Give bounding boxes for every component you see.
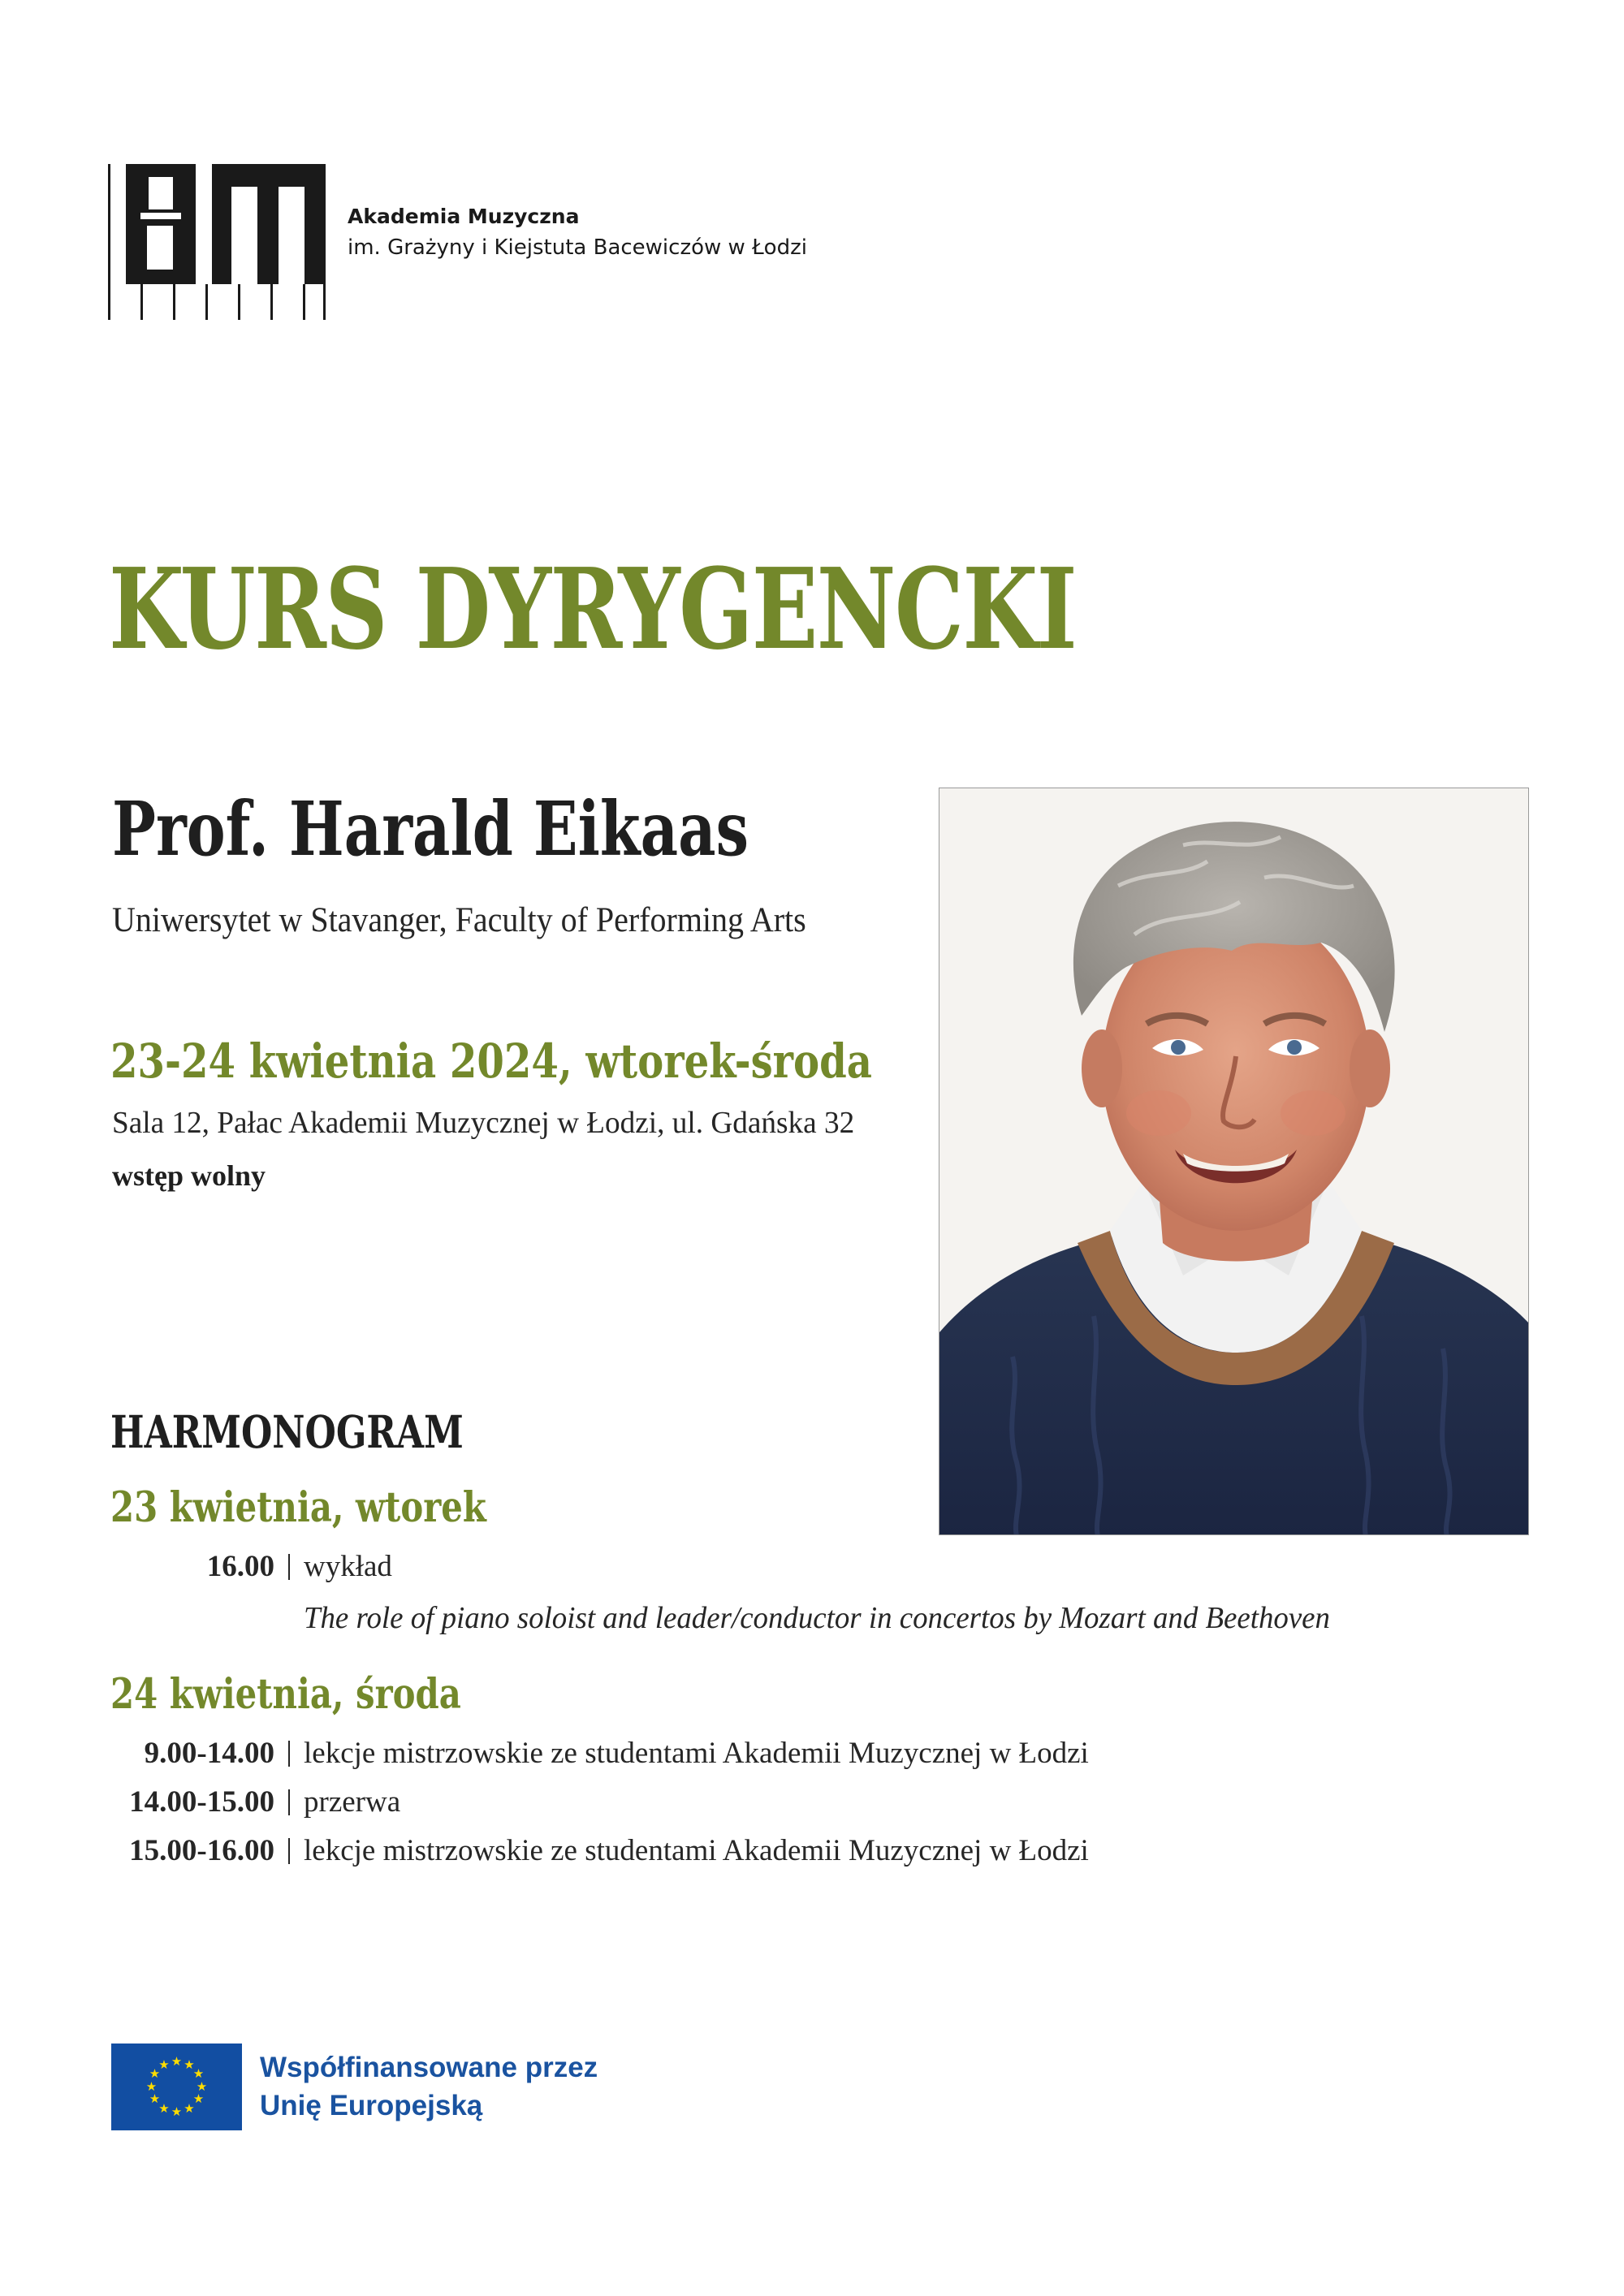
event-date: 23-24 kwietnia 2024, wtorek-środa [110, 1034, 873, 1089]
schedule-desc: przerwa [304, 1785, 401, 1819]
eu-funding-line1: Współfinansowane przez [260, 2052, 598, 2083]
institution-name: Akademia Muzyczna [348, 205, 580, 228]
schedule-row [0, 1734, 1624, 1773]
svg-text:★: ★ [171, 2104, 183, 2119]
lecturer-name: Prof. Harald Eikaas [112, 785, 749, 873]
schedule-divider [288, 1838, 290, 1864]
svg-text:★: ★ [149, 2091, 161, 2106]
svg-text:★: ★ [192, 2066, 205, 2081]
svg-text:★: ★ [184, 2101, 195, 2116]
svg-text:★: ★ [171, 2054, 183, 2069]
event-venue: Sala 12, Pałac Akademii Muzycznej w Łodzi, ul. Gdańska 32 [112, 1106, 855, 1140]
svg-text:★: ★ [192, 2091, 205, 2106]
lecturer-affiliation: Uniwersytet w Stavanger, Faculty of Performing Arts [112, 901, 806, 939]
eu-stars [146, 2054, 207, 2119]
schedule-day-2: 24 kwietnia, środa [110, 1670, 461, 1719]
schedule-heading: HARMONOGRAM [110, 1405, 464, 1458]
schedule-divider [288, 1741, 290, 1767]
schedule-time: 9.00-14.00 [144, 1737, 274, 1770]
schedule-desc: wykład [304, 1550, 392, 1583]
eu-funding-line2: Unię Europejską [260, 2090, 483, 2121]
svg-text:★: ★ [158, 2101, 170, 2116]
schedule-divider [288, 1554, 290, 1580]
event-entry: wstęp wolny [112, 1159, 266, 1192]
schedule-divider [288, 1789, 290, 1815]
schedule-row [0, 1547, 1624, 1586]
schedule-time: 15.00-16.00 [129, 1834, 274, 1867]
svg-text:★: ★ [196, 2079, 208, 2094]
academy-logo [108, 162, 327, 322]
institution-subtitle: im. Grażyny i Kiejstuta Bacewiczów w Łodzi [348, 235, 807, 260]
logo-divider [323, 164, 326, 320]
schedule-desc: lekcje mistrzowskie ze studentami Akademii Muzycznej w Łodzi [304, 1834, 1089, 1867]
lecturer-photo [939, 788, 1529, 1535]
schedule-time: 16.00 [206, 1550, 274, 1583]
schedule-row [0, 1783, 1624, 1822]
schedule-row [0, 1832, 1624, 1871]
institution-block [348, 201, 807, 263]
schedule-time: 14.00-15.00 [129, 1785, 274, 1819]
svg-text:★: ★ [145, 2079, 158, 2094]
svg-text:★: ★ [149, 2066, 161, 2081]
eu-flag-icon [111, 2044, 242, 2130]
svg-text:★: ★ [184, 2057, 195, 2072]
lecture-title: The role of piano soloist and leader/conductor in concertos by Mozart and Beethoven [304, 1601, 1330, 1635]
eu-funding-text [260, 2048, 598, 2125]
svg-text:★: ★ [158, 2057, 170, 2072]
page-title: KURS DYRYGENCKI [109, 544, 1077, 675]
schedule-desc: lekcje mistrzowskie ze studentami Akademii Muzycznej w Łodzi [304, 1737, 1089, 1770]
schedule-day-1: 23 kwietnia, wtorek [110, 1483, 486, 1532]
